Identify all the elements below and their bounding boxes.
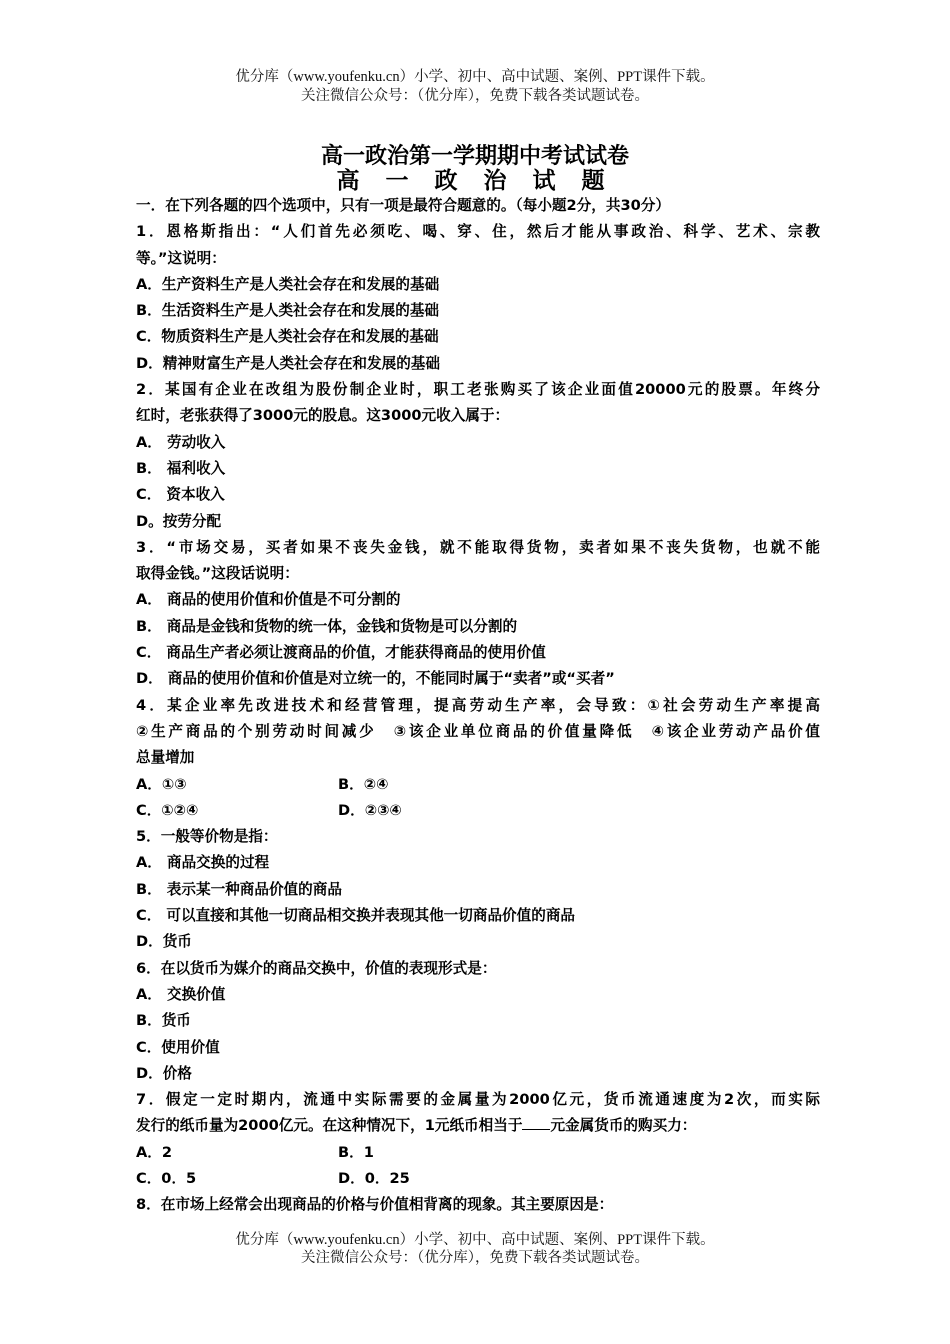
question-2-option-a: A． 劳动收入 — [136, 433, 226, 451]
header-line-2: 关注微信公众号：（优分库），免费下载各类试题试卷。 — [301, 88, 649, 104]
question-6-stem: 6．在以货币为媒介的商品交换中，价值的表现形式是： — [136, 959, 497, 977]
question-1-option-c: C．物质资料生产是人类社会存在和发展的基础 — [136, 328, 439, 346]
question-3-option-a: A． 商品的使用价值和价值是不可分割的 — [136, 591, 401, 609]
question-7-stem-line-2 — [136, 1113, 820, 1139]
question-4-stem-line-2: ②生产商品的个别劳动时间减少 ③该企业单位商品的价值量降低 ④该企业劳动产品价值 — [136, 722, 820, 740]
question-4-stem-line-3: 总量增加 — [136, 749, 195, 767]
question-5-option-d: D．货币 — [136, 933, 192, 951]
question-7-option-b: B．1 — [338, 1143, 374, 1161]
question-4-option-a: A．①③ — [136, 775, 187, 793]
question-7-option-a: A．2 — [136, 1143, 173, 1161]
question-7-option-c: C．0．5 — [136, 1169, 197, 1187]
exam-body — [136, 193, 820, 1219]
question-3-stem-line-1: 3．“市场交易，买者如果不丧失金钱，就不能取得货物，卖者如果不丧失货物，也就不能 — [136, 538, 820, 556]
question-2-stem-line-2: 红时，老张获得了3000元的股息。这3000元收入属于： — [136, 407, 510, 425]
page-subtitle: 高 一 政 治 试 题 — [336, 168, 614, 194]
question-7-stem-line-1: 7．假定一定时期内，流通中实际需要的金属量为2000亿元，货币流通速度为2次，而实际 — [136, 1091, 820, 1109]
question-3-option-b: B． 商品是金钱和货物的统一体，金钱和货物是可以分割的 — [136, 617, 518, 635]
footer-line-2: 关注微信公众号：（优分库），免费下载各类试题试卷。 — [301, 1250, 649, 1266]
question-1-stem-line-2: 等。”这说明： — [136, 249, 226, 267]
question-4-options-row-2 — [136, 798, 820, 824]
footer-line-1: 优分库（www.youfenku.cn）小学、初中、高中试题、案例、PPT课件下载。 — [235, 1232, 715, 1248]
question-1-option-a: A．生产资料生产是人类社会存在和发展的基础 — [136, 275, 440, 293]
question-1-option-d: D．精神财富生产是人类社会存在和发展的基础 — [136, 354, 440, 372]
section-heading: 一．在下列各题的四个选项中，只有一项是最符合题意的。（每小题2分，共30分） — [136, 197, 670, 214]
question-6-option-b: B．货币 — [136, 1012, 191, 1030]
question-4-stem-line-1: 4．某企业率先改进技术和经营管理，提高劳动生产率，会导致：①社会劳动生产率提高 — [136, 696, 820, 714]
question-5-stem: 5．一般等价物是指： — [136, 828, 278, 846]
question-2-option-c: C． 资本收入 — [136, 486, 225, 504]
question-4-options-row-1 — [136, 772, 820, 798]
question-2-option-b: B． 福利收入 — [136, 459, 226, 477]
question-7-options-row-2 — [136, 1166, 820, 1192]
question-3-option-d: D． 商品的使用价值和价值是对立统一的，不能同时属于“卖者”或“买者” — [136, 670, 615, 688]
question-2-stem-line-1: 2．某国有企业在改组为股份制企业时，职工老张购买了该企业面值20000元的股票。年终分 — [136, 381, 820, 399]
question-5-option-a: A． 商品交换的过程 — [136, 854, 270, 872]
question-4-option-c: C．①②④ — [136, 801, 199, 819]
question-5-option-c: C． 可以直接和其他一切商品相交换并表现其他一切商品价值的商品 — [136, 907, 576, 925]
header-line-1: 优分库（www.youfenku.cn）小学、初中、高中试题、案例、PPT课件下载。 — [235, 69, 715, 85]
question-6-option-d: D．价格 — [136, 1064, 192, 1082]
page-title: 高一政治第一学期期中考试试卷 — [320, 144, 629, 169]
question-7-option-d: D．0．25 — [338, 1169, 410, 1187]
question-7-stem-part-1: 发行的纸币量为2000亿元。在这种情况下，1元纸币相当于 — [136, 1117, 523, 1135]
question-2-option-d: D。按劳分配 — [136, 512, 222, 530]
question-1-option-b: B．生活资料生产是人类社会存在和发展的基础 — [136, 302, 440, 320]
question-7-options-row-1 — [136, 1140, 820, 1166]
question-5-option-b: B． 表示某一种商品价值的商品 — [136, 880, 342, 898]
question-8-stem: 8．在市场上经常会出现商品的价格与价值相背离的现象。其主要原因是： — [136, 1196, 614, 1214]
question-6-option-a: A． 交换价值 — [136, 985, 226, 1003]
question-4-option-b: B．②④ — [338, 775, 389, 793]
question-3-stem-line-2: 取得金钱。”这段话说明： — [136, 565, 299, 583]
question-3-option-c: C． 商品生产者必须让渡商品的价值，才能获得商品的使用价值 — [136, 644, 546, 662]
answer-blank — [522, 1114, 550, 1130]
question-1-stem-line-1: 1．恩格斯指出：“人们首先必须吃、喝、穿、住，然后才能从事政治、科学、艺术、宗教 — [136, 223, 820, 241]
question-6-option-c: C．使用价值 — [136, 1038, 220, 1056]
question-4-option-d: D．②③④ — [338, 801, 402, 819]
question-7-stem-part-2: 元金属货币的购买力： — [550, 1117, 697, 1135]
